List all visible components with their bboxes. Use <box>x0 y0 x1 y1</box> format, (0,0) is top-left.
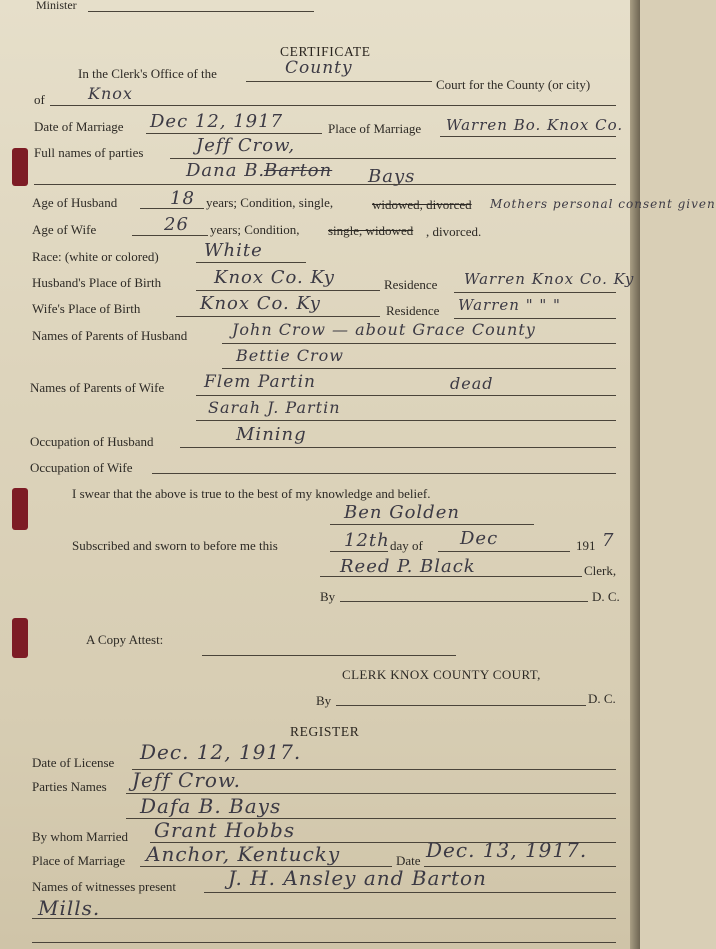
binding-tab <box>12 148 28 186</box>
rule <box>336 705 586 706</box>
husband-condition-note: Mothers personal consent given <box>490 197 716 211</box>
married-by-label: By whom Married <box>32 829 129 844</box>
rule <box>454 292 616 293</box>
wife-condition-label: years; Condition, <box>210 222 300 237</box>
clerk-court-label: CLERK KNOX COUNTY COURT, <box>342 667 541 682</box>
husband-birth-label: Husband's Place of Birth <box>32 275 162 290</box>
wife-parents-1: Flem Partin <box>204 372 316 392</box>
rule <box>146 133 322 134</box>
rule <box>340 601 588 602</box>
husband-occupation-value: Mining <box>236 424 307 445</box>
husband-condition-struck: widowed, divorced <box>372 197 472 212</box>
sworn-day-label: day of <box>390 538 423 553</box>
register-date-label: Date <box>396 853 421 868</box>
clerk-office-value: County <box>285 58 353 78</box>
wife-birth-value: Knox Co. Ky <box>200 293 321 314</box>
register-place-label: Place of Marriage <box>32 853 126 868</box>
date-of-marriage-label: Date of Marriage <box>34 119 124 134</box>
husband-birth-value: Knox Co. Ky <box>214 267 335 288</box>
rule <box>204 892 616 893</box>
court-label: Court for the County (or city) <box>436 77 591 92</box>
of-label: of <box>34 92 45 107</box>
husband-parents-label: Names of Parents of Husband <box>32 328 188 343</box>
witnesses-value: J. H. Ansley and Barton <box>228 866 487 890</box>
party-1: Jeff Crow, <box>196 135 296 156</box>
rule <box>202 655 456 656</box>
rule <box>88 11 314 12</box>
register-date-value: Dec. 13, 1917. <box>426 838 588 862</box>
married-by-value: Grant Hobbs <box>154 818 296 842</box>
husband-residence-value: Warren Knox Co. Ky <box>464 270 635 288</box>
wife-residence-label: Residence <box>386 303 440 318</box>
register-place-value: Anchor, Kentucky <box>146 842 341 866</box>
wife-condition-struck: single, widowed <box>328 223 414 238</box>
copy-attest-label: A Copy Attest: <box>86 632 164 647</box>
party-2-first: Dana B. <box>186 160 266 181</box>
sworn-label: Subscribed and sworn to before me this <box>72 538 278 553</box>
by-label-2: By <box>316 693 332 708</box>
place-of-marriage-value: Warren Bo. Knox Co. <box>446 116 624 134</box>
rule <box>330 551 388 552</box>
husband-occupation-label: Occupation of Husband <box>30 434 154 449</box>
rule <box>196 395 616 396</box>
dc-label: D. C. <box>592 589 620 604</box>
binding-tab <box>12 488 28 530</box>
place-of-marriage-label: Place of Marriage <box>328 121 422 136</box>
date-of-marriage-value: Dec 12, 1917 <box>150 111 284 132</box>
wife-residence-value: Warren " " " <box>458 296 561 314</box>
rule <box>438 551 570 552</box>
rule <box>330 524 534 525</box>
page-edge <box>630 0 640 949</box>
of-value: Knox <box>88 84 133 103</box>
dc-label-2: D. C. <box>588 691 616 706</box>
husband-parents-1: John Crow — about Grace County <box>232 320 536 339</box>
license-date-value: Dec. 12, 1917. <box>140 740 302 764</box>
rule <box>196 262 306 263</box>
wife-parents-label: Names of Parents of Wife <box>30 380 165 395</box>
witnesses-value-2: Mills. <box>38 896 101 920</box>
wife-parents-2: Sarah J. Partin <box>208 398 341 417</box>
party-2-last: Bays <box>368 166 416 187</box>
oath-text: I swear that the above is true to the best of my knowledge and belief. <box>72 486 431 501</box>
register-party-1: Jeff Crow. <box>132 768 242 792</box>
wife-birth-label: Wife's Place of Birth <box>32 301 141 316</box>
husband-parents-2: Bettie Crow <box>236 346 344 365</box>
wife-age-label: Age of Wife <box>32 222 97 237</box>
sworn-day: 12th <box>344 530 390 551</box>
wife-condition-divorced: , divorced. <box>426 224 482 239</box>
register-parties-label: Parties Names <box>32 779 107 794</box>
rule <box>222 343 616 344</box>
rule <box>176 316 380 317</box>
husband-age-label: Age of Husband <box>32 195 118 210</box>
rule <box>50 105 616 106</box>
parties-label: Full names of parties <box>34 145 144 160</box>
rule <box>32 942 616 943</box>
rule <box>140 208 204 209</box>
register-party-2: Dafa B. Bays <box>140 794 282 818</box>
husband-residence-label: Residence <box>384 277 438 292</box>
wife-age-value: 26 <box>164 214 189 235</box>
register-title: REGISTER <box>290 724 360 739</box>
clerk-label: Clerk, <box>584 563 617 578</box>
wife-occupation-label: Occupation of Wife <box>30 460 133 475</box>
rule <box>222 368 616 369</box>
wife-parents-1-note: dead <box>450 374 494 393</box>
clerk-signature: Reed P. Black <box>340 556 476 577</box>
witnesses-label: Names of witnesses present <box>32 879 177 894</box>
rule <box>32 918 616 919</box>
rule <box>454 318 616 319</box>
clerk-office-label: In the Clerk's Office of the <box>78 66 217 81</box>
rule <box>170 158 616 159</box>
husband-age-value: 18 <box>170 188 195 209</box>
rule <box>152 473 616 474</box>
binding-tab <box>12 618 28 658</box>
rule <box>320 576 582 577</box>
certificate-title: CERTIFICATE <box>280 44 371 59</box>
husband-condition-label: years; Condition, single, <box>206 195 334 210</box>
sworn-year: 191 <box>576 538 596 553</box>
rule <box>440 136 616 137</box>
sworn-month: Dec <box>460 528 499 549</box>
rule <box>196 290 380 291</box>
license-date-label: Date of License <box>32 755 115 770</box>
oath-signature: Ben Golden <box>344 502 460 523</box>
party-2-struck: Barton <box>264 160 333 181</box>
sworn-year-digit: 7 <box>602 530 615 551</box>
minister-label: Minister <box>36 0 77 12</box>
rule <box>196 420 616 421</box>
race-value: White <box>204 240 263 261</box>
rule <box>246 81 432 82</box>
rule <box>34 184 616 185</box>
race-label: Race: (white or colored) <box>32 249 159 264</box>
by-label: By <box>320 589 336 604</box>
rule <box>180 447 616 448</box>
rule <box>132 235 208 236</box>
